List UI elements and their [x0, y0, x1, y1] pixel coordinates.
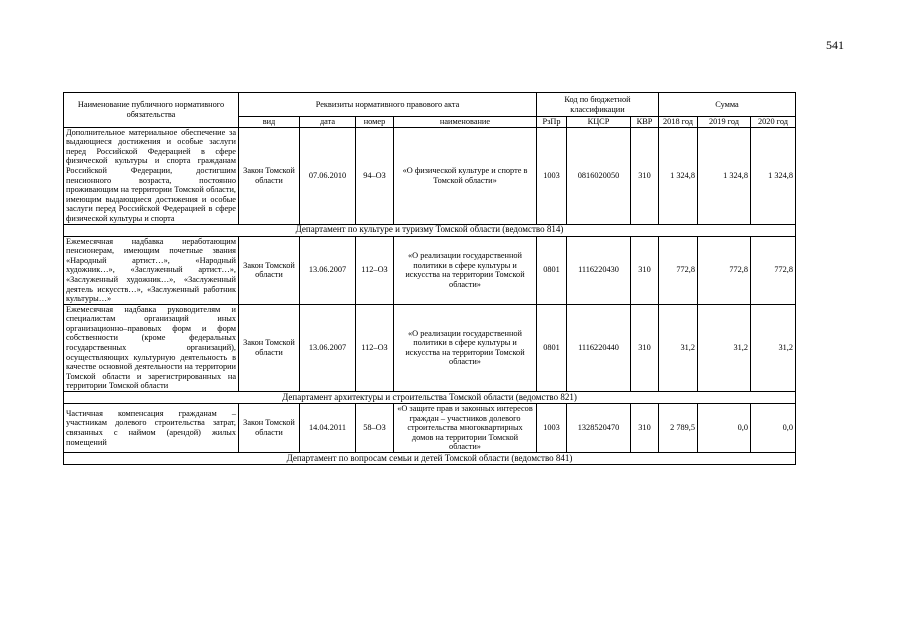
- row-sum-2018: 772,8: [659, 236, 698, 304]
- header-kvr: КВР: [631, 117, 659, 128]
- row-kcsr: 1116220430: [567, 236, 631, 304]
- header-2018: 2018 год: [659, 117, 698, 128]
- row-sum-2019: 0,0: [698, 404, 751, 453]
- row-rzpr: 0801: [537, 304, 567, 391]
- department-row-821: [64, 392, 796, 404]
- row-description: Частичная компенсация гражданам – участникам долевого строительства затрат, связанных с наймом (арендой) жилых помещений: [64, 404, 239, 453]
- page-number: 541: [826, 38, 844, 52]
- header-row-1: [64, 93, 796, 117]
- row-kvr: 310: [631, 236, 659, 304]
- row-act-date: 07.06.2010: [300, 127, 356, 224]
- row-description: Ежемесячная надбавка руководителям и специалистам организаций иных организационно–правовых форм и форм собственности (кроме федеральных государственных организаций), осуществляющих культурную деятельность в качестве основной деятельности на территории Томской области и зарегистрированных на территории Томской области: [64, 304, 239, 391]
- row-description: Ежемесячная надбавка неработающим пенсионерам, имеющим почетные звания «Народный артист…», «Народный художник…», «Заслуженный артист…», «Заслуженный художник…», «Заслуженный деятель искусств…», «Заслуженный работник культуры…»: [64, 236, 239, 304]
- row-sum-2018: 31,2: [659, 304, 698, 391]
- row-kvr: 310: [631, 127, 659, 224]
- row-act-name: «О реализации государственной политики в сфере культуры и искусства на территории Томской области»: [394, 236, 537, 304]
- row-act-type: Закон Томской области: [239, 304, 300, 391]
- row-kcsr: 1328520470: [567, 404, 631, 453]
- header-title: наименование: [394, 117, 537, 128]
- department-row-814: [64, 224, 796, 236]
- header-kcsr: КЦСР: [567, 117, 631, 128]
- row-act-type: Закон Томской области: [239, 127, 300, 224]
- header-date: дата: [300, 117, 356, 128]
- row-sum-2020: 0,0: [751, 404, 796, 453]
- department-row-841: [64, 453, 796, 465]
- header-number: номер: [356, 117, 394, 128]
- header-name: Наименование публичного нормативного обязательства: [64, 93, 239, 128]
- row-sum-2019: 772,8: [698, 236, 751, 304]
- header-vid: вид: [239, 117, 300, 128]
- row-sum-2019: 31,2: [698, 304, 751, 391]
- row-kcsr: 0816020050: [567, 127, 631, 224]
- row-sum-2018: 2 789,5: [659, 404, 698, 453]
- row-act-name: «О защите прав и законных интересов граждан – участников долевого строительства многоквартирных домов на территории Томской области»: [394, 404, 537, 453]
- row-kvr: 310: [631, 304, 659, 391]
- row-rzpr: 1003: [537, 404, 567, 453]
- row-rzpr: 0801: [537, 236, 567, 304]
- row-sum-2020: 772,8: [751, 236, 796, 304]
- budget-table: [63, 92, 796, 465]
- header-sum: Сумма: [659, 93, 796, 117]
- table-row: [64, 404, 796, 453]
- header-2020: 2020 год: [751, 117, 796, 128]
- row-act-name: «О реализации государственной политики в сфере культуры и искусства на территории Томской области»: [394, 304, 537, 391]
- header-2019: 2019 год: [698, 117, 751, 128]
- row-sum-2020: 31,2: [751, 304, 796, 391]
- row-sum-2020: 1 324,8: [751, 127, 796, 224]
- row-sum-2018: 1 324,8: [659, 127, 698, 224]
- row-sum-2019: 1 324,8: [698, 127, 751, 224]
- row-act-number: 58–ОЗ: [356, 404, 394, 453]
- row-act-type: Закон Томской области: [239, 404, 300, 453]
- department-title: Департамент по культуре и туризму Томской области (ведомство 814): [64, 224, 796, 236]
- department-title: Департамент архитектуры и строительства Томской области (ведомство 821): [64, 392, 796, 404]
- header-rzpr: РзПр: [537, 117, 567, 128]
- row-act-date: 14.04.2011: [300, 404, 356, 453]
- row-act-date: 13.06.2007: [300, 304, 356, 391]
- row-rzpr: 1003: [537, 127, 567, 224]
- row-act-name: «О физической культуре и спорте в Томской области»: [394, 127, 537, 224]
- row-act-type: Закон Томской области: [239, 236, 300, 304]
- row-kcsr: 1116220440: [567, 304, 631, 391]
- row-act-date: 13.06.2007: [300, 236, 356, 304]
- department-title: Департамент по вопросам семьи и детей Томской области (ведомство 841): [64, 453, 796, 465]
- row-description: Дополнительное материальное обеспечение за выдающиеся достижения и особые заслуги перед Российской Федерацией в сфере физической культуры и спорта гражданам Российской Федерации, достигшим пенсионного возраста, постоянно проживающим на территории Томской области, имеющим выдающиеся достижения и особые заслуги перед Российской Федерацией в сфере физической культуры и спорта: [64, 127, 239, 224]
- header-code: Код по бюджетной классификации: [537, 93, 659, 117]
- table-row: [64, 304, 796, 391]
- row-act-number: 112–ОЗ: [356, 304, 394, 391]
- header-requisites: Реквизиты нормативного правового акта: [239, 93, 537, 117]
- row-act-number: 112–ОЗ: [356, 236, 394, 304]
- table-row: [64, 127, 796, 224]
- row-act-number: 94–ОЗ: [356, 127, 394, 224]
- row-kvr: 310: [631, 404, 659, 453]
- table-row: [64, 236, 796, 304]
